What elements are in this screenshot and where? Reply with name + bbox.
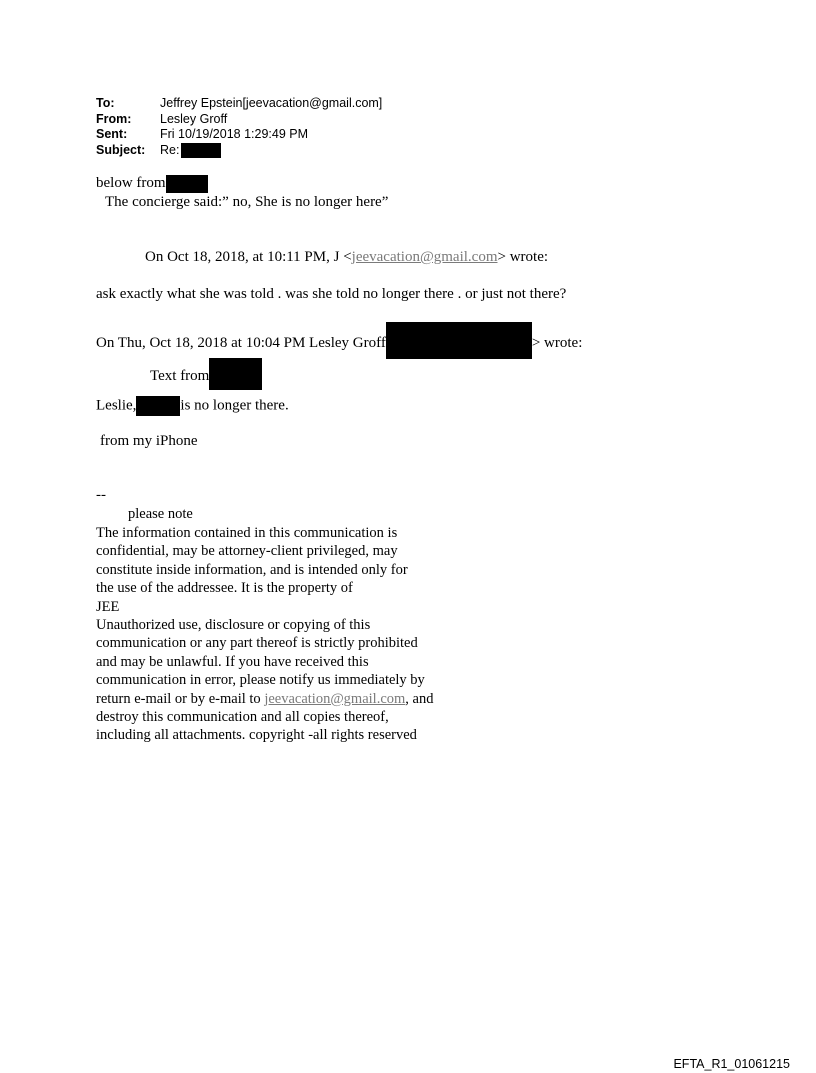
text-from-label: Text from: [150, 368, 210, 384]
return-suffix: , and: [405, 690, 434, 707]
quote-header-2: [96, 322, 582, 359]
from-row: [96, 112, 382, 128]
to-label: To:: [96, 96, 115, 110]
disclaimer-line: the use of the addressee. It is the property of: [96, 580, 353, 597]
signature-dashes: --: [96, 487, 106, 503]
quote2-suffix: > wrote:: [531, 335, 583, 351]
email-header: [96, 96, 382, 158]
sent-value: Fri 10/19/2018 1:29:49 PM: [160, 127, 309, 141]
concierge-line: The concierge said:” no, She is no longer here”: [105, 194, 389, 210]
text-from-line: [150, 358, 262, 390]
disclaimer-line: including all attachments. copyright -all rights reserved: [96, 727, 417, 744]
please-note: please note: [128, 506, 193, 522]
redaction-box: [136, 396, 180, 416]
disclaimer-block: [96, 524, 433, 745]
redaction-box: [166, 175, 208, 193]
sent-row: [96, 127, 382, 143]
ask-line: ask exactly what she was told . was she told no longer there . or just not there?: [96, 286, 567, 302]
subject-label: Subject:: [96, 142, 146, 157]
quote1-suffix: > wrote:: [497, 249, 549, 265]
disclaimer-line: confidential, may be attorney-client privileged, may: [96, 543, 398, 560]
disclaimer-line-return: [96, 690, 433, 708]
redaction-box: [181, 143, 221, 158]
quote1-prefix: On Oct 18, 2018, at 10:11 PM, J <: [145, 249, 352, 265]
disclaimer-line: constitute inside information, and is intended only for: [96, 561, 408, 578]
return-prefix: return e-mail or by e-mail to: [96, 690, 265, 707]
email-link[interactable]: jeevacation@gmail.com: [351, 249, 498, 265]
leslie-suffix: is no longer there.: [180, 397, 289, 414]
from-iphone-line: from my iPhone: [100, 433, 198, 449]
quote2-prefix: On Thu, Oct 18, 2018 at 10:04 PM Lesley Groff: [96, 335, 386, 351]
to-row: [96, 96, 382, 112]
subject-value: Re:: [160, 142, 180, 157]
body-line-below-from: [96, 174, 208, 193]
from-value: Lesley Groff: [160, 111, 228, 126]
redaction-box: [386, 322, 532, 359]
subject-row: [96, 143, 382, 159]
disclaimer-line: Unauthorized use, disclosure or copying of this: [96, 617, 371, 634]
disclaimer-line: communication in error, please notify us immediately by: [96, 672, 425, 689]
quote-header-1: [145, 248, 548, 266]
leslie-line: [96, 396, 289, 416]
disclaimer-line: and may be unlawful. If you have received this: [96, 653, 369, 670]
to-value: Jeffrey Epstein[jeevacation@gmail.com]: [160, 96, 383, 110]
sent-label: Sent:: [96, 127, 128, 141]
redaction-box: [209, 358, 262, 390]
document-id: EFTA_R1_01061215: [673, 1057, 790, 1071]
disclaimer-line: The information contained in this communication is: [96, 525, 398, 541]
from-label: From:: [96, 111, 132, 126]
disclaimer-line: destroy this communication and all copies thereof,: [96, 709, 389, 726]
below-from-text: below from: [96, 175, 166, 191]
disclaimer-line: JEE: [96, 598, 120, 615]
leslie-prefix: Leslie,: [96, 397, 137, 414]
disclaimer-line: communication or any part thereof is strictly prohibited: [96, 635, 418, 652]
email-link[interactable]: jeevacation@gmail.com: [264, 690, 406, 707]
